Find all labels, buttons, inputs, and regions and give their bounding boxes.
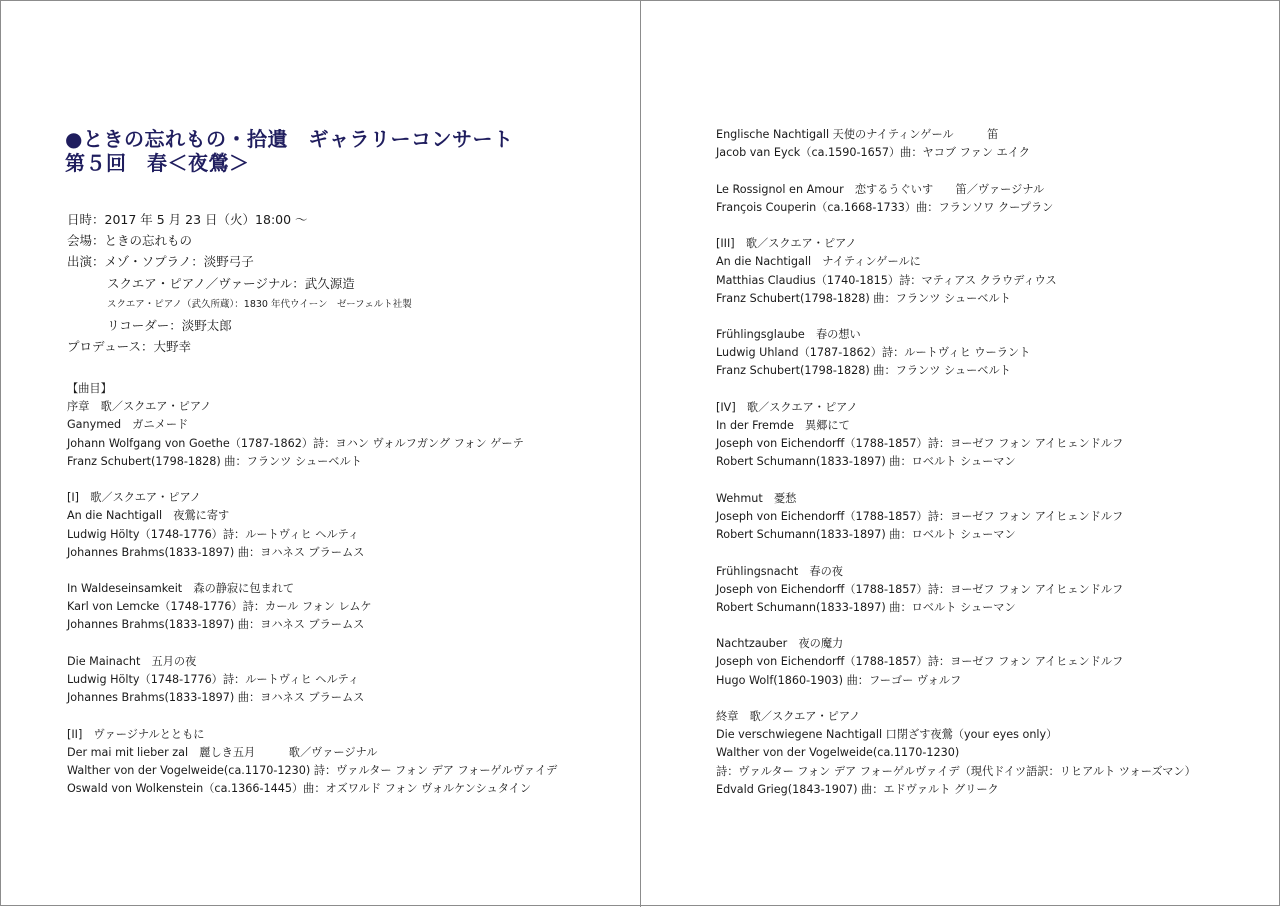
program-block — [716, 635, 1196, 690]
piano-performer-line: スクエア・ピアノ／ヴァージナル：武久源造 — [107, 275, 355, 291]
program-block — [716, 126, 1196, 162]
program-line: [II] ヴァージナルとともに — [67, 727, 205, 741]
program-line: 序章 歌／スクエア・ピアノ — [67, 400, 212, 414]
program-line: Matthias Claudius（1740-1815）詩：マティアス クラウディウス — [716, 273, 1057, 287]
program-block — [716, 181, 1196, 217]
program-block — [67, 653, 557, 708]
program-line: Der mai mit lieber zal 麗しき五月 歌／ヴァージナル — [67, 745, 378, 759]
program-line: Johannes Brahms(1833-1897) 曲：ヨハネス ブラームス — [67, 618, 365, 632]
program-line: Joseph von Eichendorff（1788-1857）詩：ヨーゼフ フォン アイヒェンドルフ — [716, 655, 1124, 669]
program-line: Oswald von Wolkenstein（ca.1366-1445）曲：オズワルド フォン ヴォルケンシュタイン — [67, 782, 532, 796]
block-spacer — [716, 217, 1196, 235]
program-line: 終章 歌／スクエア・ピアノ — [716, 710, 861, 723]
program-line: Joseph von Eichendorff（1788-1857）詩：ヨーゼフ フォン アイヒェンドルフ — [716, 509, 1124, 523]
right-page — [641, 1, 1280, 907]
program-line: Franz Schubert(1798-1828) 曲：フランツ シューベルト — [716, 364, 1011, 378]
program-line: Le Rossignol en Amour 恋するうぐいす 笛／ヴァージナル — [716, 182, 1045, 196]
program-block — [67, 580, 557, 635]
venue-line: 会場：ときの忘れもの — [67, 233, 193, 249]
program-line: Wehmut 憂愁 — [716, 491, 797, 505]
block-spacer — [67, 562, 557, 580]
program-line: Hugo Wolf(1860-1903) 曲：フーゴー ヴォルフ — [716, 673, 962, 687]
program-list-left — [67, 380, 557, 798]
program-block — [716, 490, 1196, 545]
program-line: Robert Schumann(1833-1897) 曲：ロベルト シューマン — [716, 528, 1016, 542]
title-line-1: ●ときの忘れもの・拾遺 ギャラリーコンサート — [65, 127, 514, 151]
program-block — [67, 489, 557, 562]
program-line: Ludwig Hölty（1748-1776）詩：ルートヴィヒ ヘルティ — [67, 673, 360, 686]
program-line: Franz Schubert(1798-1828) 曲：フランツ シューベルト — [67, 454, 362, 468]
block-spacer — [716, 544, 1196, 562]
program-line: Frühlingsnacht 春の夜 — [716, 564, 843, 578]
event-info — [67, 209, 412, 357]
program-line: Jacob van Eyck（ca.1590-1657）曲：ヤコブ ファン エイク — [716, 146, 1030, 160]
program-line: Die Mainacht 五月の夜 — [67, 654, 197, 668]
program-line: Englische Nachtigall 天使のナイティンゲール 笛 — [716, 128, 999, 141]
program-block — [716, 326, 1196, 381]
program-line: [III] 歌／スクエア・ピアノ — [716, 237, 857, 251]
program-line: Johannes Brahms(1833-1897) 曲：ヨハネス ブラームス — [67, 691, 365, 705]
program-line: [IV] 歌／スクエア・ピアノ — [716, 400, 858, 414]
performers-line: 出演：メゾ・ソプラノ：淡野弓子 — [67, 254, 254, 270]
program-block — [716, 235, 1196, 308]
program-line: Die verschwiegene Nachtigall 口閉ざす夜鶯（your eyes only） — [716, 728, 1058, 742]
producer-line: プロデュース：大野幸 — [67, 339, 192, 355]
program-block — [716, 708, 1196, 799]
block-spacer — [716, 308, 1196, 326]
program-line: In Waldeseinsamkeit 森の静寂に包まれて — [67, 582, 295, 596]
program-line: Frühlingsglaube 春の想い — [716, 328, 861, 342]
program-line: Robert Schumann(1833-1897) 曲：ロベルト シューマン — [716, 455, 1016, 469]
program-block — [716, 563, 1196, 618]
program-line: An die Nachtigall 夜鶯に寄す — [67, 509, 230, 523]
program-line: [I] 歌／スクエア・ピアノ — [67, 491, 201, 505]
block-spacer — [716, 472, 1196, 490]
block-spacer — [67, 471, 557, 489]
program-line: Walther von der Vogelweide(ca.1170-1230) — [716, 746, 960, 760]
program-line: Joseph von Eichendorff（1788-1857）詩：ヨーゼフ フォン アイヒェンドルフ — [716, 437, 1124, 451]
block-spacer — [67, 635, 557, 653]
piano-note-line: スクエア・ピアノ（武久所蔵）：1830 年代ウイーン ゼーフェルト社製 — [107, 298, 412, 310]
left-page — [1, 1, 640, 907]
program-line: Ludwig Uhland（1787-1862）詩：ルートヴィヒ ウーラント — [716, 346, 1031, 360]
program-line: Joseph von Eichendorff（1788-1857）詩：ヨーゼフ フォン アイヒェンドルフ — [716, 582, 1124, 596]
block-spacer — [716, 381, 1196, 399]
program-line: An die Nachtigall ナイティンゲールに — [716, 255, 921, 269]
program-line: François Couperin（ca.1668-1733）曲：フランソワ クープラン — [716, 200, 1054, 214]
program-block — [67, 380, 557, 471]
program-line: Walther von der Vogelweide(ca.1170-1230) 詩：ヴァルター フォン デア フォーゲルヴァイデ — [67, 763, 558, 777]
program-line: Nachtzauber 夜の魔力 — [716, 637, 844, 651]
program-line: 詩：ヴァルター フォン デア フォーゲルヴァイデ（現代ドイツ語訳：リヒアルト ツォーズマン） — [716, 764, 1196, 778]
recorder-performer-line: リコーダー：淡野太郎 — [107, 317, 232, 333]
program-line: Robert Schumann(1833-1897) 曲：ロベルト シューマン — [716, 600, 1016, 614]
title-line-2: 第５回 春＜夜鶯＞ — [65, 151, 250, 175]
concert-title — [65, 127, 513, 175]
date-line: 日時：2017 年 5 月 23 日（火）18:00 〜 — [67, 212, 308, 227]
block-spacer — [716, 617, 1196, 635]
program-line: Edvald Grieg(1843-1907) 曲：エドヴァルト グリーク — [716, 782, 999, 796]
program-line: Karl von Lemcke（1748-1776）詩：カール フォン レムケ — [67, 600, 372, 614]
program-line: Franz Schubert(1798-1828) 曲：フランツ シューベルト — [716, 291, 1011, 305]
program-line: Johann Wolfgang von Goethe（1787-1862）詩：ヨハン ヴォルフガング フォン ゲーテ — [67, 436, 524, 450]
program-block — [67, 726, 557, 799]
block-spacer — [67, 707, 557, 725]
program-line: In der Fremde 異郷にて — [716, 419, 850, 432]
block-spacer — [716, 690, 1196, 708]
block-spacer — [716, 162, 1196, 180]
program-line: 【曲目】 — [67, 382, 112, 395]
program-list-right — [716, 126, 1196, 799]
program-line: Johannes Brahms(1833-1897) 曲：ヨハネス ブラームス — [67, 545, 365, 559]
program-line: Ganymed ガニメード — [67, 418, 189, 432]
program-block — [716, 399, 1196, 472]
program-line: Ludwig Hölty（1748-1776）詩：ルートヴィヒ ヘルティ — [67, 527, 360, 541]
